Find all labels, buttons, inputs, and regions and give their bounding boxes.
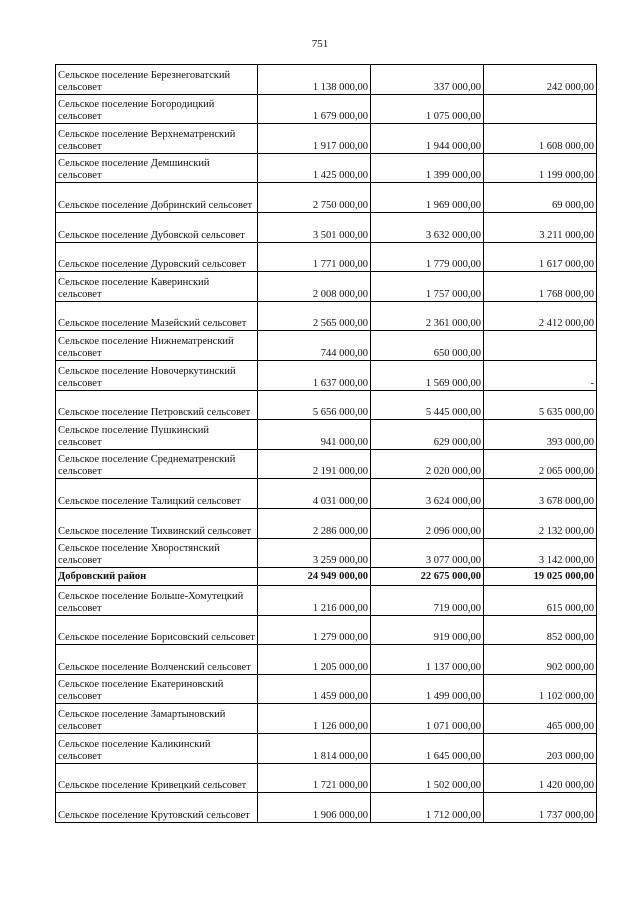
amount-cell-2: 337 000,00 [371, 65, 484, 95]
table-row [56, 360, 597, 390]
table-row [56, 212, 597, 242]
settlement-name-cell: Сельское поселение Больше-Хомутецкий сельсовет [56, 586, 258, 616]
amount-cell-2: 3 624 000,00 [371, 479, 484, 509]
amount-cell-1: 1 721 000,00 [258, 763, 371, 793]
amount-cell-3: 2 132 000,00 [484, 508, 597, 538]
amount-cell-3: 69 000,00 [484, 183, 597, 213]
amount-cell-1: 2 286 000,00 [258, 508, 371, 538]
table-row [56, 94, 597, 124]
amount-cell-1: 24 949 000,00 [258, 568, 371, 586]
table-row [56, 301, 597, 331]
amount-cell-2: 1 944 000,00 [371, 124, 484, 154]
amount-cell-3: 1 768 000,00 [484, 272, 597, 302]
amount-cell-2: 1 399 000,00 [371, 153, 484, 183]
budget-table-body [56, 65, 597, 823]
amount-cell-2: 1 645 000,00 [371, 734, 484, 764]
amount-cell-3: 852 000,00 [484, 615, 597, 645]
amount-cell-2: 1 969 000,00 [371, 183, 484, 213]
amount-cell-2: 22 675 000,00 [371, 568, 484, 586]
amount-cell-1: 2 008 000,00 [258, 272, 371, 302]
amount-cell-1: 1 917 000,00 [258, 124, 371, 154]
amount-cell-2: 1 137 000,00 [371, 645, 484, 675]
amount-cell-1: 941 000,00 [258, 420, 371, 450]
amount-cell-3: 2 065 000,00 [484, 449, 597, 479]
amount-cell-2: 629 000,00 [371, 420, 484, 450]
amount-cell-1: 2 750 000,00 [258, 183, 371, 213]
amount-cell-3: 1 199 000,00 [484, 153, 597, 183]
table-row [56, 508, 597, 538]
amount-cell-1: 1 814 000,00 [258, 734, 371, 764]
table-row [56, 65, 597, 95]
amount-cell-1: 1 771 000,00 [258, 242, 371, 272]
amount-cell-2: 1 757 000,00 [371, 272, 484, 302]
amount-cell-3: 5 635 000,00 [484, 390, 597, 420]
settlement-name-cell: Сельское поселение Нижнематренский сельсовет [56, 331, 258, 361]
amount-cell-2: 1 569 000,00 [371, 360, 484, 390]
amount-cell-2: 1 499 000,00 [371, 674, 484, 704]
settlement-name-cell: Сельское поселение Дубовской сельсовет [56, 212, 258, 242]
amount-cell-3: 2 412 000,00 [484, 301, 597, 331]
table-row [56, 704, 597, 734]
amount-cell-2: 1 075 000,00 [371, 94, 484, 124]
amount-cell-2: 5 445 000,00 [371, 390, 484, 420]
table-row [56, 331, 597, 361]
amount-cell-3: 1 420 000,00 [484, 763, 597, 793]
settlement-name-cell: Сельское поселение Демшинский сельсовет [56, 153, 258, 183]
amount-cell-1: 1 679 000,00 [258, 94, 371, 124]
table-row [56, 479, 597, 509]
settlement-name-cell: Сельское поселение Екатериновский сельсовет [56, 674, 258, 704]
settlement-name-cell: Добровский район [56, 568, 258, 586]
settlement-name-cell: Сельское поселение Каверинский сельсовет [56, 272, 258, 302]
amount-cell-3 [484, 331, 597, 361]
settlement-name-cell: Сельское поселение Борисовский сельсовет [56, 615, 258, 645]
table-row [56, 645, 597, 675]
settlement-name-cell: Сельское поселение Хворостянский сельсовет [56, 538, 258, 568]
district-total-row [56, 568, 597, 586]
amount-cell-3: 3 142 000,00 [484, 538, 597, 568]
amount-cell-3: 3 211 000,00 [484, 212, 597, 242]
settlement-name-cell: Сельское поселение Богородицкий сельсовет [56, 94, 258, 124]
amount-cell-2: 1 779 000,00 [371, 242, 484, 272]
amount-cell-3: 1 737 000,00 [484, 793, 597, 823]
amount-cell-3: 242 000,00 [484, 65, 597, 95]
amount-cell-3: 3 678 000,00 [484, 479, 597, 509]
table-row [56, 615, 597, 645]
amount-cell-1: 1 425 000,00 [258, 153, 371, 183]
amount-cell-2: 719 000,00 [371, 586, 484, 616]
settlement-name-cell: Сельское поселение Крутовский сельсовет [56, 793, 258, 823]
settlement-name-cell: Сельское поселение Мазейский сельсовет [56, 301, 258, 331]
settlement-name-cell: Сельское поселение Среднематренский сельсовет [56, 449, 258, 479]
amount-cell-3: - [484, 360, 597, 390]
amount-cell-1: 1 205 000,00 [258, 645, 371, 675]
table-row [56, 242, 597, 272]
settlement-name-cell: Сельское поселение Петровский сельсовет [56, 390, 258, 420]
amount-cell-1: 4 031 000,00 [258, 479, 371, 509]
amount-cell-1: 2 565 000,00 [258, 301, 371, 331]
settlement-name-cell: Сельское поселение Тихвинский сельсовет [56, 508, 258, 538]
table-row [56, 449, 597, 479]
amount-cell-3: 465 000,00 [484, 704, 597, 734]
amount-cell-3: 1 617 000,00 [484, 242, 597, 272]
settlement-name-cell: Сельское поселение Кривецкий сельсовет [56, 763, 258, 793]
amount-cell-1: 1 459 000,00 [258, 674, 371, 704]
table-row [56, 674, 597, 704]
amount-cell-2: 2 020 000,00 [371, 449, 484, 479]
amount-cell-2: 919 000,00 [371, 615, 484, 645]
amount-cell-1: 3 501 000,00 [258, 212, 371, 242]
amount-cell-3 [484, 94, 597, 124]
table-row [56, 272, 597, 302]
settlement-name-cell: Сельское поселение Новочеркутинский сельсовет [56, 360, 258, 390]
settlement-name-cell: Сельское поселение Пушкинский сельсовет [56, 420, 258, 450]
amount-cell-2: 650 000,00 [371, 331, 484, 361]
amount-cell-2: 2 361 000,00 [371, 301, 484, 331]
amount-cell-1: 2 191 000,00 [258, 449, 371, 479]
settlement-name-cell: Сельское поселение Волченский сельсовет [56, 645, 258, 675]
amount-cell-1: 1 216 000,00 [258, 586, 371, 616]
amount-cell-3: 615 000,00 [484, 586, 597, 616]
settlement-name-cell: Сельское поселение Верхнематренский сельсовет [56, 124, 258, 154]
page-number: 751 [311, 38, 329, 50]
amount-cell-2: 1 712 000,00 [371, 793, 484, 823]
table-row [56, 793, 597, 823]
table-row [56, 538, 597, 568]
amount-cell-2: 3 632 000,00 [371, 212, 484, 242]
amount-cell-2: 3 077 000,00 [371, 538, 484, 568]
amount-cell-3: 1 608 000,00 [484, 124, 597, 154]
amount-cell-3: 902 000,00 [484, 645, 597, 675]
amount-cell-3: 203 000,00 [484, 734, 597, 764]
table-row [56, 124, 597, 154]
table-row [56, 183, 597, 213]
amount-cell-1: 5 656 000,00 [258, 390, 371, 420]
amount-cell-1: 1 279 000,00 [258, 615, 371, 645]
settlement-name-cell: Сельское поселение Каликинский сельсовет [56, 734, 258, 764]
settlement-name-cell: Сельское поселение Дуровский сельсовет [56, 242, 258, 272]
amount-cell-2: 1 071 000,00 [371, 704, 484, 734]
table-row [56, 390, 597, 420]
settlement-name-cell: Сельское поселение Талицкий сельсовет [56, 479, 258, 509]
amount-cell-1: 1 906 000,00 [258, 793, 371, 823]
table-row [56, 763, 597, 793]
amount-cell-1: 3 259 000,00 [258, 538, 371, 568]
table-row [56, 586, 597, 616]
amount-cell-1: 744 000,00 [258, 331, 371, 361]
amount-cell-1: 1 138 000,00 [258, 65, 371, 95]
table-row [56, 420, 597, 450]
settlement-name-cell: Сельское поселение Добринский сельсовет [56, 183, 258, 213]
table-row [56, 734, 597, 764]
amount-cell-3: 19 025 000,00 [484, 568, 597, 586]
amount-cell-3: 393 000,00 [484, 420, 597, 450]
amount-cell-2: 1 502 000,00 [371, 763, 484, 793]
amount-cell-2: 2 096 000,00 [371, 508, 484, 538]
budget-table [55, 64, 597, 823]
amount-cell-1: 1 126 000,00 [258, 704, 371, 734]
amount-cell-3: 1 102 000,00 [484, 674, 597, 704]
table-row [56, 153, 597, 183]
settlement-name-cell: Сельское поселение Замартыновский сельсовет [56, 704, 258, 734]
settlement-name-cell: Сельское поселение Березнеговатский сельсовет [56, 65, 258, 95]
amount-cell-1: 1 637 000,00 [258, 360, 371, 390]
